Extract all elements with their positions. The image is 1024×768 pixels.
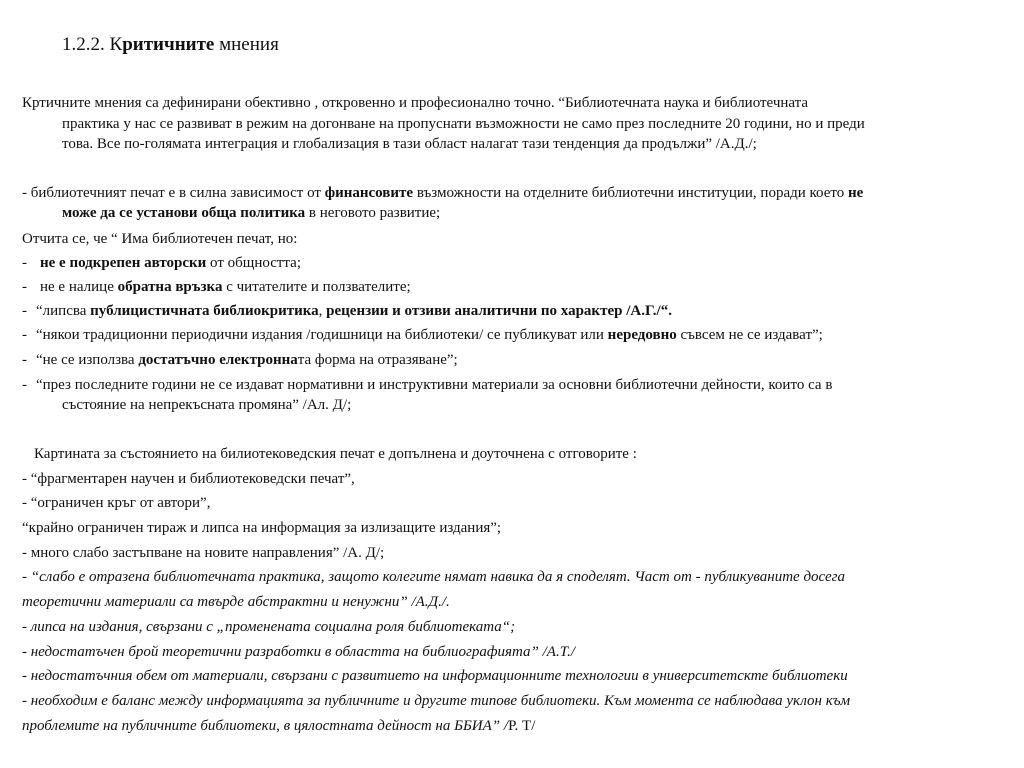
item5-text: “не се използва <box>36 352 139 368</box>
answer-8: - недостатъчния обем от материали, свързани с развитието на информационните технологии в университетскте библиотеки <box>22 668 848 684</box>
answer-1: - “фрагментарен научен и библиотековедски печат”, <box>22 471 355 487</box>
list-item-5 <box>36 350 458 370</box>
list-item-6-line-1: “през последните години не се издават нормативни и инструктивни материали за основни библиотечни дейности, които са в <box>36 377 833 393</box>
list-item-6-line-2: състояние на непрекъсната промяна” /Ал. Д/; <box>62 397 352 413</box>
title-bold-word: ритичните <box>122 34 215 55</box>
list-dash: - <box>22 377 27 393</box>
item1-bold: не е подкрепен авторски <box>40 255 207 271</box>
intro-line-1: Кртичните мнения са дефинирани обективно , откровенно и професионално точно. “Библиотечната наука и библиотечната <box>22 95 809 111</box>
answer-4: - много слабо застъпване на новите направления” /А. Д/; <box>22 545 385 561</box>
dependence-text-f: в неговото развитие; <box>305 205 441 221</box>
dependence-bold-policy: може да се установи обща политика <box>62 205 306 221</box>
title-first-letter: К <box>109 34 123 55</box>
answer-5-line-2: теоретични материали са твърде абстрактни и ненужни” /А.Д./. <box>22 594 450 610</box>
item4-rest: съвсем не се издават”; <box>676 327 823 343</box>
list-dash: - <box>22 279 27 295</box>
item3-comma: , <box>318 303 327 319</box>
notes-intro: Отчита се, че “ Има библиотечен печат, но: <box>22 231 298 247</box>
answer-9-line-2 <box>22 716 535 736</box>
answer-5-dash: - <box>22 569 31 585</box>
dependence-line-1 <box>22 183 863 203</box>
list-dash: - <box>22 303 27 319</box>
list-item-1 <box>40 253 301 273</box>
item3-text: “липсва <box>36 303 91 319</box>
answer-3: “крайно ограничен тираж и липса на информация за излизащите издания”; <box>22 520 502 536</box>
dependence-bold-not: не <box>848 185 864 201</box>
section-number: 1.2.2. <box>62 34 110 55</box>
item1-rest: от общността; <box>206 255 301 271</box>
answer-6: - липса на издания, свързани с „променената социална роля библиотеката“; <box>22 619 516 635</box>
picture-intro: Картината за състоянието на билиотековедския печат е допълнена и доуточнена с отговорите : <box>34 446 637 462</box>
answer-2: - “ограничен кръг от автори”, <box>22 495 211 511</box>
item2-text: не е налице <box>40 279 118 295</box>
page-title <box>62 33 279 57</box>
answer-7: - недостатъчен брой теоретични разработки в областта на библиографията” /А.Т./ <box>22 644 576 660</box>
intro-line-3: това. Все по-голямата интеграция и глобализация в тази област налагат тази тенденция да продължи” /А.Д./; <box>62 136 757 152</box>
item2-bold: обратна връзка <box>117 279 223 295</box>
item5-rest: та форма на отразяване”; <box>297 352 458 368</box>
list-dash: - <box>22 255 27 271</box>
item5-bold: достатъчно електронна <box>138 352 298 368</box>
answer-5-text: “слабо е отразена библиотечната практика, защото колегите нямат навика да я споделят. Част от - публикуваните досега <box>30 569 846 585</box>
list-dash: - <box>22 352 27 368</box>
title-rest: мнения <box>214 34 279 55</box>
list-item-3 <box>36 301 672 321</box>
answer-5-line-1 <box>22 567 845 587</box>
answer-9-line-1: - необходим е баланс между информацията за публичните и другите типове библиотеки. Към момента се наблюдава уклон към <box>22 693 851 709</box>
dependence-text-c: възможности на отделните библиотечни институции, поради което <box>413 185 848 201</box>
list-item-2 <box>40 277 411 297</box>
dependence-line-2 <box>62 203 440 223</box>
item2-rest: с читателите и ползвателите; <box>222 279 411 295</box>
answer-9-tail: Р. Т/ <box>508 718 536 734</box>
dependence-text-a: - библиотечният печат е в силна зависимост от <box>22 185 325 201</box>
answer-9-italic: проблемите на публичните библиотеки, в цялостната дейност на ББИА” / <box>22 718 509 734</box>
dependence-bold-finances: финансовите <box>324 185 414 201</box>
list-dash: - <box>22 327 27 343</box>
intro-line-2: практика у нас се развиват в режим на догонване на пропуснати възможности не само през последните 20 години, но и преди <box>62 116 865 132</box>
item4-text: “някои традиционни периодични издания /годишници на библиотеки/ се публикуват или <box>36 327 608 343</box>
item4-bold: нередовно <box>607 327 677 343</box>
item3-bold-criticism: публицистичната библиокритика <box>90 303 319 319</box>
list-item-4 <box>36 325 823 345</box>
item3-bold-reviews: рецензии и отзиви аналитични по характер /А.Г./“. <box>326 303 672 319</box>
